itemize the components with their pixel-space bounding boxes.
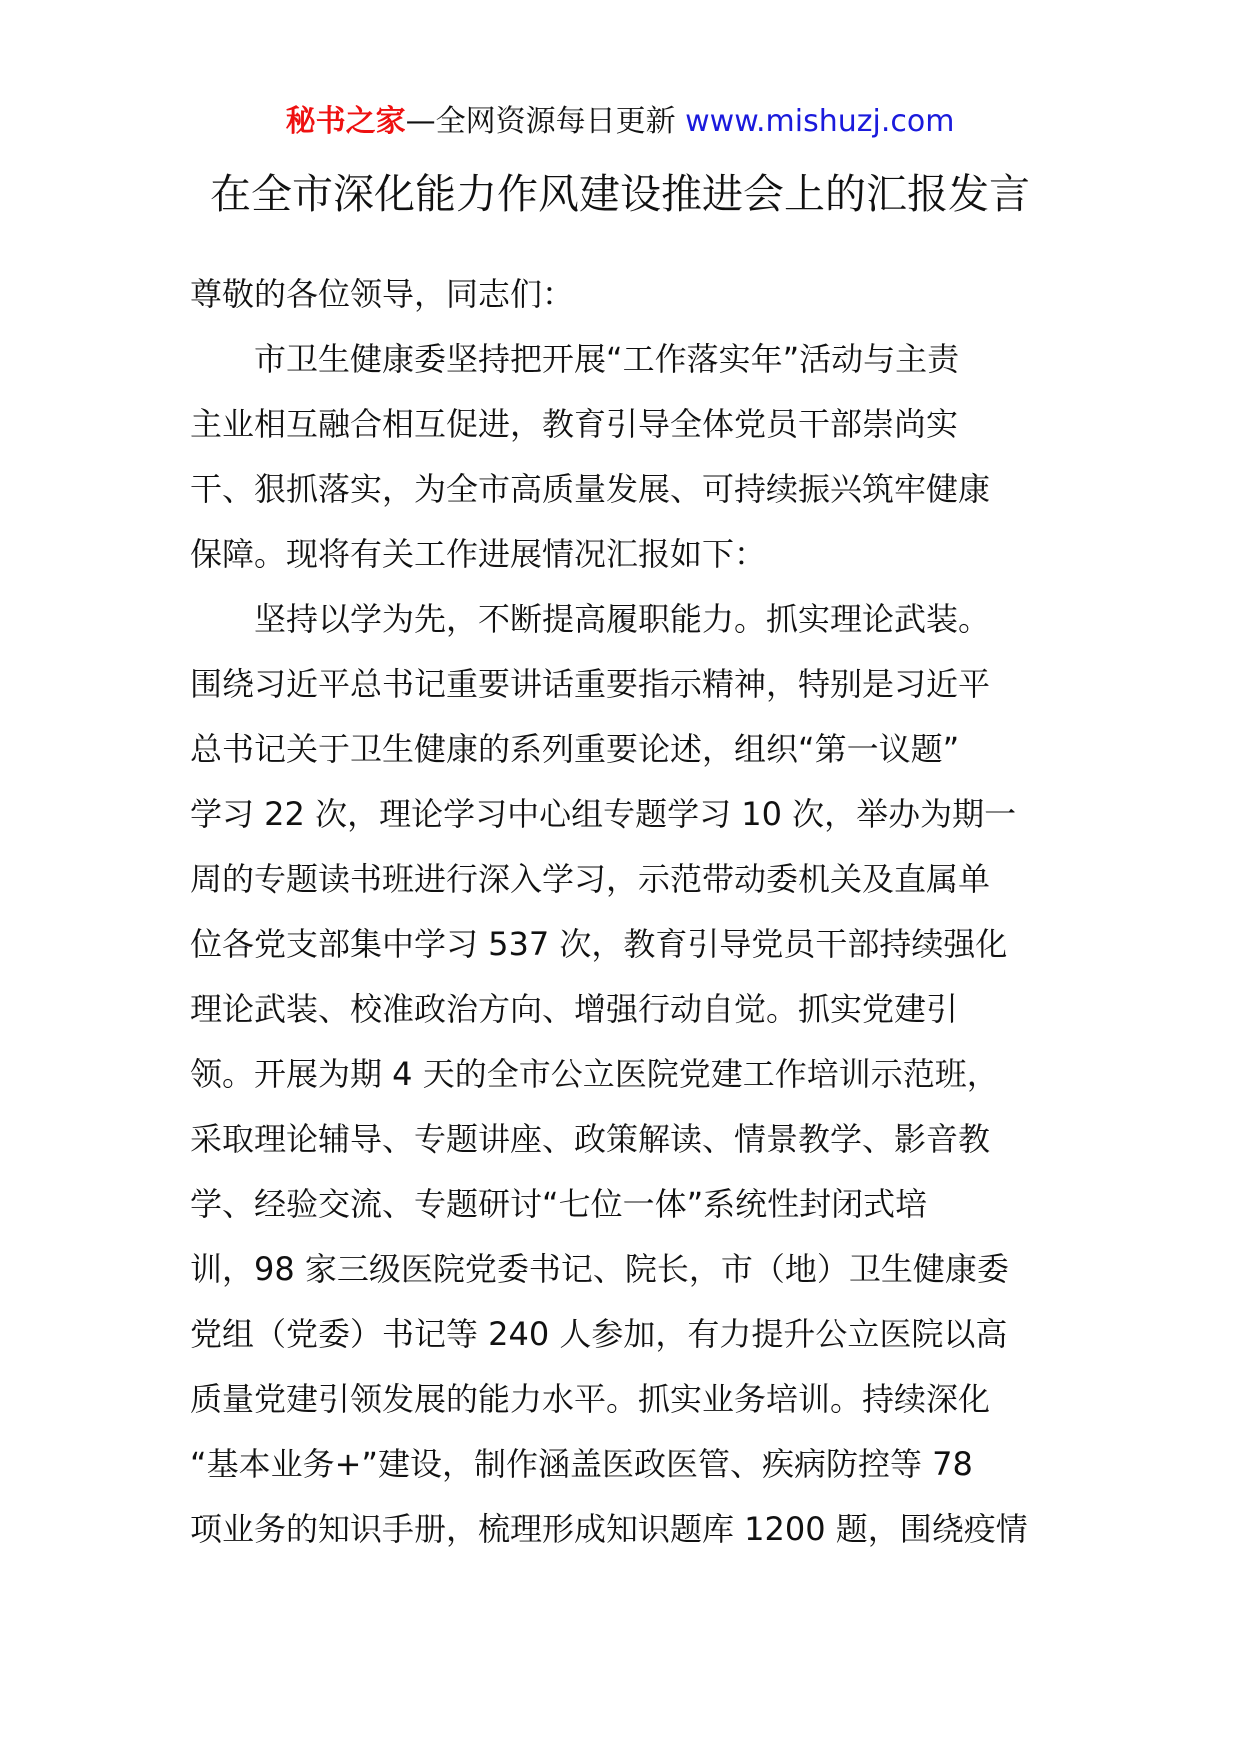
body-line: 领。开展为期 4 天的全市公立医院党建工作培训示范班，: [190, 1055, 999, 1093]
body-line: 党组（党委）书记等 240 人参加，有力提升公立医院以高: [190, 1315, 1008, 1353]
document-body: [190, 262, 1060, 1562]
body-line: 项业务的知识手册，梳理形成知识题库 1200 题，围绕疫情: [190, 1510, 1028, 1548]
body-line: 学习 22 次，理论学习中心组专题学习 10 次，举办为期一: [190, 795, 1017, 833]
body-line: 采取理论辅导、专题讲座、政策解读、情景教学、影音教: [190, 1120, 991, 1158]
site-header: [0, 100, 1240, 144]
body-line: 坚持以学为先，不断提高履职能力。抓实理论武装。: [190, 600, 991, 638]
document-title: 在全市深化能力作风建设推进会上的汇报发言: [210, 170, 1030, 218]
brand-name: 秘书之家: [285, 104, 406, 139]
header-tagline: —全网资源每日更新: [405, 104, 686, 139]
body-line: 总书记关于卫生健康的系列重要论述，组织“第一议题”: [190, 730, 960, 768]
body-line: 保障。现将有关工作进展情况汇报如下：: [190, 535, 767, 573]
body-line: 质量党建引领发展的能力水平。抓实业务培训。持续深化: [190, 1380, 991, 1418]
body-line: 位各党支部集中学习 537 次，教育引导党员干部持续强化: [190, 925, 1008, 963]
body-line: 学、经验交流、专题研讨“七位一体”系统性封闭式培: [190, 1185, 928, 1223]
salutation-line: 尊敬的各位领导，同志们：: [190, 275, 575, 313]
site-url-link[interactable]: www.mishuzj.com: [685, 104, 955, 139]
body-line: 理论武装、校准政治方向、增强行动自觉。抓实党建引: [190, 990, 959, 1028]
body-line: “基本业务+”建设，制作涵盖医政医管、疾病防控等 78: [190, 1445, 973, 1483]
body-line: 周的专题读书班进行深入学习，示范带动委机关及直属单: [190, 860, 991, 898]
body-line: 训，98 家三级医院党委书记、院长，市（地）卫生健康委: [190, 1250, 1009, 1288]
body-line: 市卫生健康委坚持把开展“工作落实年”活动与主责: [190, 340, 960, 378]
body-line: 主业相互融合相互促进，教育引导全体党员干部崇尚实: [190, 405, 959, 443]
body-line: 围绕习近平总书记重要讲话重要指示精神，特别是习近平: [190, 665, 991, 703]
body-line: 干、狠抓落实，为全市高质量发展、可持续振兴筑牢健康: [190, 470, 991, 508]
